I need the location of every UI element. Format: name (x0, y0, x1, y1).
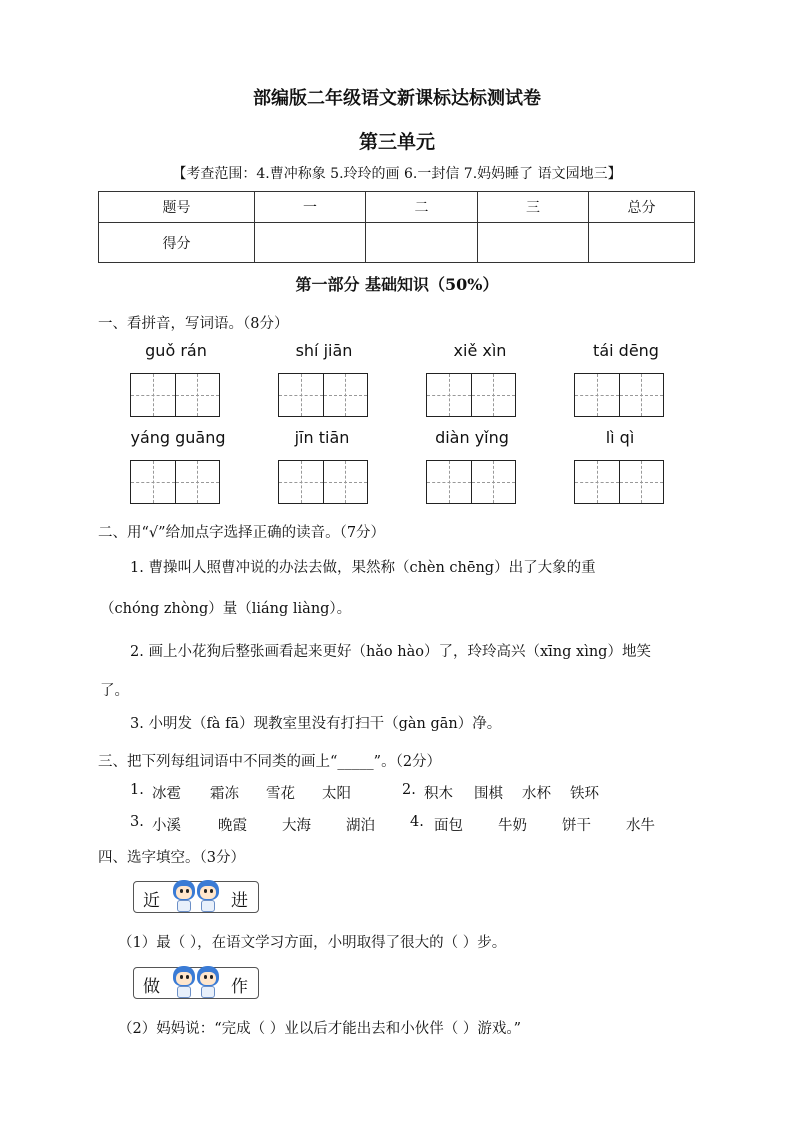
group-number: 2. (402, 782, 416, 798)
q3-title: 三、把下列每组词语中不同类的画上“_____”。（2分） (98, 754, 442, 770)
word-option[interactable]: 太阳 (322, 786, 351, 802)
q2-sentence-1b: （chóng zhòng）量（liáng liàng）。 (100, 601, 352, 617)
q2-sentence-2a: 2. 画上小花狗后整张画看起来更好（hǎo hào）了，玲玲高兴（xīng xìng）地笑 (130, 644, 651, 660)
word-option[interactable]: 冰雹 (152, 786, 181, 802)
word-option[interactable]: 晚霞 (218, 818, 247, 834)
word-option[interactable]: 牛奶 (498, 818, 527, 834)
q4-title: 四、选字填空。（3分） (98, 850, 245, 866)
q1-title: 一、看拼音，写词语。（8分） (98, 316, 289, 332)
word-option[interactable]: 围棋 (474, 786, 503, 802)
group-number: 1. (130, 782, 144, 798)
pinyin-label: jīn tiān (294, 428, 350, 447)
pinyin-label: tái dēng (593, 341, 659, 360)
writing-grid[interactable] (278, 373, 368, 417)
word-option[interactable]: 积木 (424, 786, 453, 802)
score-header-cell: 总分 (589, 192, 695, 223)
word-option[interactable]: 湖泊 (346, 818, 375, 834)
word-option[interactable]: 霜冻 (210, 786, 239, 802)
score-row-label: 得分 (99, 223, 255, 263)
unit-title: 第三单元 (358, 131, 435, 153)
cartoon-kid-icon (197, 966, 219, 1000)
writing-grid[interactable] (574, 373, 664, 417)
word-option[interactable]: 水杯 (522, 786, 551, 802)
group-number: 3. (130, 814, 144, 830)
choice-character: 作 (231, 977, 248, 997)
pinyin-label: guǒ rán (145, 341, 207, 360)
character-choice-sign (133, 966, 261, 1000)
score-blank-cell[interactable] (255, 223, 366, 263)
score-blank-cell[interactable] (589, 223, 695, 263)
q4-sentence-1: （1）最（ ），在语文学习方面，小明取得了很大的（ ）步。 (118, 935, 507, 951)
cartoon-kid-icon (197, 880, 219, 914)
score-blank-cell[interactable] (366, 223, 478, 263)
writing-grid[interactable] (130, 373, 220, 417)
part1-title: 第一部分 基础知识（50%） (295, 275, 499, 294)
q2-sentence-1a: 1. 曹操叫人照曹冲说的办法去做，果然称（chèn chēng）出了大象的重 (130, 560, 596, 576)
score-table (98, 191, 695, 263)
exam-scope: 【考查范围：4.曹冲称象 5.玲玲的画 6.一封信 7.妈妈睡了 语文园地三】 (172, 166, 622, 182)
writing-grid[interactable] (278, 460, 368, 504)
word-option[interactable]: 大海 (282, 818, 311, 834)
score-header-cell: 二 (366, 192, 478, 223)
writing-grid[interactable] (574, 460, 664, 504)
writing-grid[interactable] (130, 460, 220, 504)
cartoon-kid-icon (173, 966, 195, 1000)
character-choice-sign (133, 880, 261, 914)
group-number: 4. (410, 814, 424, 830)
choice-character: 做 (143, 977, 160, 997)
q2-sentence-2b: 了。 (100, 683, 129, 699)
score-header-cell: 三 (478, 192, 589, 223)
choice-character: 近 (143, 891, 160, 911)
pinyin-label: shí jiān (295, 341, 353, 360)
writing-grid[interactable] (426, 460, 516, 504)
pinyin-label: lì qì (605, 428, 635, 447)
pinyin-label: xiě xìn (453, 341, 507, 360)
q4-sentence-2: （2）妈妈说：“完成（ ）业以后才能出去和小伙伴（ ）游戏。” (118, 1021, 522, 1037)
score-header-cell: 题号 (99, 192, 255, 223)
choice-character: 进 (231, 891, 248, 911)
word-option[interactable]: 铁环 (570, 786, 599, 802)
score-blank-cell[interactable] (478, 223, 589, 263)
pinyin-label: diàn yǐng (435, 428, 509, 447)
score-header-cell: 一 (255, 192, 366, 223)
word-option[interactable]: 水牛 (626, 818, 655, 834)
q2-sentence-3: 3. 小明发（fà fā）现教室里没有打扫干（gàn gān）净。 (130, 716, 502, 732)
word-option[interactable]: 小溪 (152, 818, 181, 834)
writing-grid[interactable] (426, 373, 516, 417)
cartoon-kid-icon (173, 880, 195, 914)
word-option[interactable]: 饼干 (562, 818, 591, 834)
test-title: 部编版二年级语文新课标达标测试卷 (253, 88, 541, 109)
pinyin-label: yáng guāng (130, 428, 226, 447)
word-option[interactable]: 雪花 (266, 786, 295, 802)
q2-title: 二、用“√”给加点字选择正确的读音。（7分） (98, 525, 386, 541)
word-option[interactable]: 面包 (434, 818, 463, 834)
